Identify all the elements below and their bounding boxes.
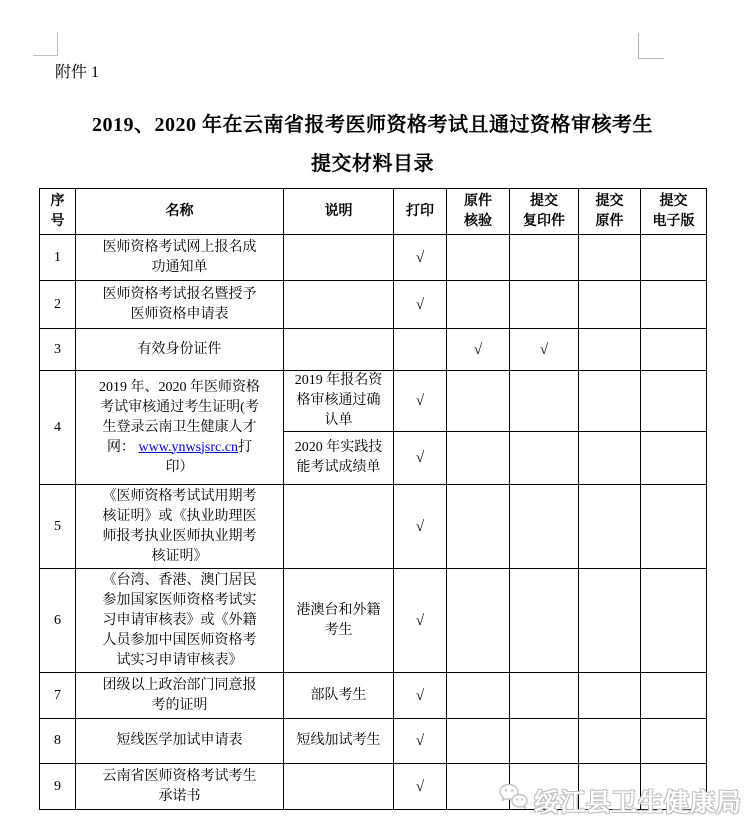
- cell-no: 8: [40, 719, 76, 764]
- cell-electronic: [641, 673, 707, 719]
- cell-print-check: √: [394, 719, 447, 764]
- cell-name: 团级以上政治部门同意报考的证明: [76, 673, 284, 719]
- attachment-label: 附件 1: [55, 64, 100, 81]
- cell-verify: [447, 673, 510, 719]
- document-title-line1: 2019、2020 年在云南省报考医师资格考试且通过资格审核考生: [92, 114, 653, 136]
- materials-table: [39, 188, 707, 810]
- cell-verify: [447, 281, 510, 329]
- cell-copy: [510, 235, 579, 281]
- col-header-name: 名称: [76, 189, 284, 235]
- cell-desc: 港澳台和外籍考生: [284, 569, 394, 673]
- name-text-post: 打印）: [165, 439, 252, 475]
- cell-original: [579, 485, 641, 569]
- cell-electronic: [641, 432, 707, 485]
- cell-verify-check: √: [447, 329, 510, 371]
- col-header-original-verification: 原件 核验: [447, 189, 510, 235]
- cell-name: 《台湾、香港、澳门居民参加国家医师资格考试实习申请审核表》或《外籍人员参加中国医师资格考试实习申请审核表》: [76, 569, 284, 673]
- cell-desc: 部队考生: [284, 673, 394, 719]
- cell-original: [579, 281, 641, 329]
- cell-no: 4: [40, 371, 76, 485]
- cell-print-check: √: [394, 281, 447, 329]
- cell-desc: [284, 764, 394, 810]
- cell-electronic: [641, 329, 707, 371]
- cell-desc: [284, 329, 394, 371]
- cell-electronic: [641, 485, 707, 569]
- cell-copy: [510, 432, 579, 485]
- cell-name: 云南省医师资格考试考生承诺书: [76, 764, 284, 810]
- cell-print-check: √: [394, 371, 447, 432]
- table-row-4a: [40, 371, 707, 432]
- cell-original: [579, 329, 641, 371]
- table-row-2: [40, 281, 707, 329]
- cell-electronic: [641, 371, 707, 432]
- cell-no: 2: [40, 281, 76, 329]
- cell-print-check: √: [394, 485, 447, 569]
- cell-verify: [447, 371, 510, 432]
- table-row-6: [40, 569, 707, 673]
- cell-name: 有效身份证件: [76, 329, 284, 371]
- cell-desc: [284, 281, 394, 329]
- col-header-print: 打印: [394, 189, 447, 235]
- table-row-5: [40, 485, 707, 569]
- col-header-no: 序 号: [40, 189, 76, 235]
- cell-no: 9: [40, 764, 76, 810]
- cell-print-check: √: [394, 235, 447, 281]
- cell-print: [394, 329, 447, 371]
- col-header-submit-copy: 提交 复印件: [510, 189, 579, 235]
- cell-electronic: [641, 281, 707, 329]
- cell-name: 《医师资格考试试用期考核证明》或《执业助理医师报考执业医师执业期考核证明》: [76, 485, 284, 569]
- col-header-submit-electronic: 提交 电子版: [641, 189, 707, 235]
- cell-print-check: √: [394, 432, 447, 485]
- cell-desc: 2019 年报名资格审核通过确认单: [284, 371, 394, 432]
- cell-verify: [447, 719, 510, 764]
- col-header-submit-original: 提交 原件: [579, 189, 641, 235]
- margin-mark-top-left: [33, 32, 58, 56]
- table-header-row: [40, 189, 707, 235]
- cell-print-check: √: [394, 764, 447, 810]
- document-title-line2: 提交材料目录: [311, 153, 434, 175]
- cell-original: [579, 569, 641, 673]
- table-row-7: [40, 673, 707, 719]
- cell-original: [579, 719, 641, 764]
- cell-verify: [447, 569, 510, 673]
- cell-desc: [284, 235, 394, 281]
- name-text-pre: 2019 年、2020 年医师资格考试审核通过考生证明(考生登录云南卫生健康人才网：: [99, 379, 260, 455]
- chat-bubbles-icon: [497, 782, 531, 819]
- cell-verify: [447, 485, 510, 569]
- cell-copy: [510, 569, 579, 673]
- cell-no: 5: [40, 485, 76, 569]
- cell-electronic: [641, 235, 707, 281]
- table-row-8: [40, 719, 707, 764]
- cell-original: [579, 371, 641, 432]
- cell-electronic: [641, 719, 707, 764]
- cell-verify: [447, 235, 510, 281]
- cell-copy: [510, 719, 579, 764]
- cell-verify: [447, 432, 510, 485]
- margin-mark-top-right: [638, 33, 664, 59]
- cell-no: 3: [40, 329, 76, 371]
- watermark: [497, 782, 742, 819]
- cell-electronic: [641, 569, 707, 673]
- cell-copy: [510, 281, 579, 329]
- cell-name: 医师资格考试网上报名成功通知单: [76, 235, 284, 281]
- cell-desc: 短线加试考生: [284, 719, 394, 764]
- cell-print-check: √: [394, 569, 447, 673]
- cell-desc: [284, 485, 394, 569]
- cell-copy: [510, 371, 579, 432]
- watermark-text: 绥江县卫生健康局: [533, 788, 742, 817]
- cell-no: 7: [40, 673, 76, 719]
- cell-original: [579, 673, 641, 719]
- table-row-3: [40, 329, 707, 371]
- cell-name: [76, 371, 284, 485]
- table-row-1: [40, 235, 707, 281]
- cell-desc: 2020 年实践技能考试成绩单: [284, 432, 394, 485]
- cell-no: 6: [40, 569, 76, 673]
- cell-name: 短线医学加试申请表: [76, 719, 284, 764]
- cell-name: 医师资格考试报名暨授予医师资格申请表: [76, 281, 284, 329]
- cell-copy-check: √: [510, 329, 579, 371]
- document-title: [0, 106, 745, 184]
- ynwsjsrc-link[interactable]: www.ynwsjsrc.cn: [138, 439, 238, 455]
- cell-copy: [510, 485, 579, 569]
- cell-original: [579, 432, 641, 485]
- col-header-description: 说明: [284, 189, 394, 235]
- cell-no: 1: [40, 235, 76, 281]
- cell-print-check: √: [394, 673, 447, 719]
- cell-original: [579, 235, 641, 281]
- cell-copy: [510, 673, 579, 719]
